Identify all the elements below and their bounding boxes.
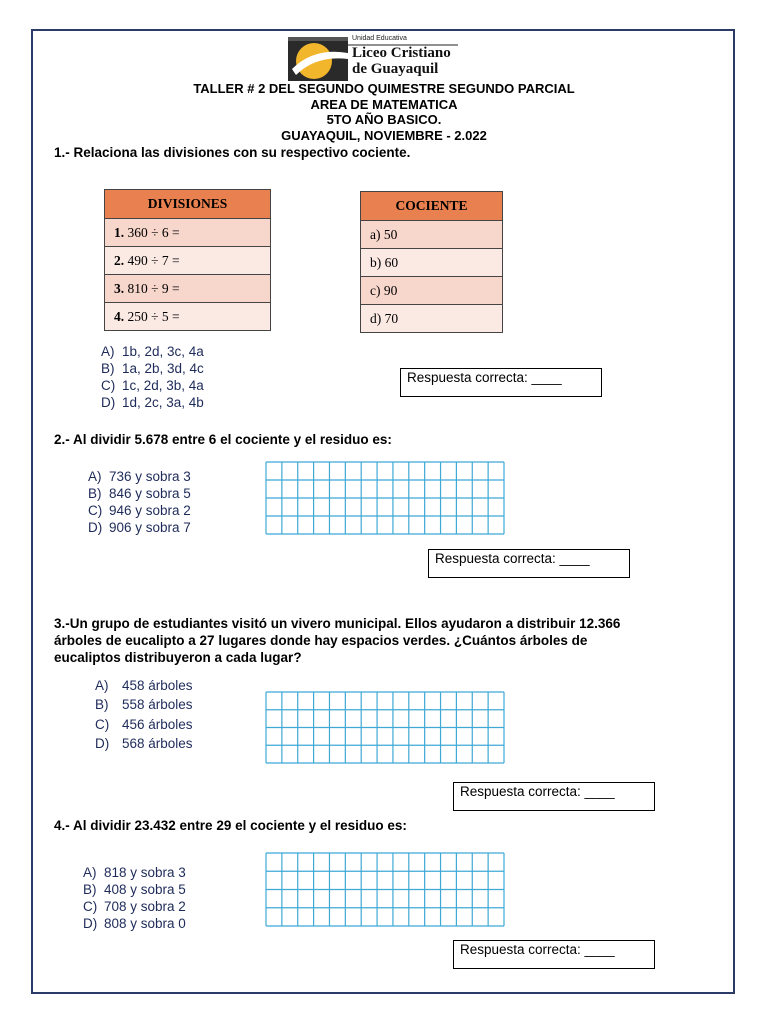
quotient-row: c) 90 [361,277,503,305]
option-b[interactable]: B) 408 y sobra 5 [83,882,186,897]
question-3-line-2: árboles de eucalipto a 27 lugares donde hay espacios verdes. ¿Cuántos árboles de [54,633,588,648]
option-a[interactable]: A) 818 y sobra 3 [83,865,186,880]
option-b[interactable]: B) 558 árboles [95,697,193,713]
divisions-header: DIVISIONES [105,190,271,219]
option-b[interactable]: B) 1a, 2b, 3d, 4c [101,361,204,376]
header-line-3: 5TO AÑO BASICO. [326,112,442,127]
header-line-1: TALLER # 2 DEL SEGUNDO QUIMESTRE SEGUNDO PARCIAL [193,81,575,96]
answer-box-3[interactable]: Respuesta correcta: ____ [453,782,655,811]
question-3-options [95,676,193,753]
option-d[interactable]: D) 808 y sobra 0 [83,916,186,931]
division-row: 1. 360 ÷ 6 = [105,219,271,247]
option-a[interactable]: A) 1b, 2d, 3c, 4a [101,344,204,359]
option-a[interactable]: A) 736 y sobra 3 [88,469,191,484]
option-c[interactable]: C) 946 y sobra 2 [88,503,191,518]
work-grid-2[interactable] [265,461,505,535]
division-row: 2. 490 ÷ 7 = [105,247,271,275]
header-line-2: AREA DE MATEMATICA [310,97,458,112]
quotient-row: d) 70 [361,305,503,333]
option-a[interactable]: A) 458 árboles [95,678,193,693]
logo-name-line1: Liceo Cristiano [352,45,451,61]
quotient-row: b) 60 [361,249,503,277]
question-4-options [83,864,186,932]
answer-box-4[interactable]: Respuesta correcta: ____ [453,940,655,969]
quotient-row: a) 50 [361,221,503,249]
question-3-line-3: eucaliptos distribuyeron a cada lugar? [54,650,302,665]
header-line-4: GUAYAQUIL, NOVIEMBRE - 2.022 [281,128,487,143]
division-row: 4. 250 ÷ 5 = [105,303,271,331]
option-d[interactable]: D) 1d, 2c, 3a, 4b [101,395,204,410]
question-2-options [88,468,191,536]
work-grid-3[interactable] [265,691,505,764]
option-d[interactable]: D) 906 y sobra 7 [88,520,191,535]
logo-name-line2: de Guayaquil [352,61,439,77]
answer-box-1[interactable]: Respuesta correcta: ____ [400,368,602,397]
divisions-table [104,189,271,331]
division-row: 3. 810 ÷ 9 = [105,275,271,303]
question-3-line-1: 3.-Un grupo de estudiantes visitó un vivero municipal. Ellos ayudaron a distribuir 12.366 [54,616,621,631]
option-c[interactable]: C) 456 árboles [95,716,193,732]
option-c[interactable]: C) 1c, 2d, 3b, 4a [101,378,204,393]
question-2-text: 2.- Al dividir 5.678 entre 6 el cociente y el residuo es: [54,432,392,447]
option-d[interactable]: D) 568 árboles [95,735,193,751]
logo-caption: Unidad Educativa [352,35,407,42]
quotient-header: COCIENTE [361,192,503,221]
question-1-options [101,343,204,411]
option-b[interactable]: B) 846 y sobra 5 [88,486,191,501]
question-4-text: 4.- Al dividir 23.432 entre 29 el cociente y el residuo es: [54,818,407,833]
quotient-table [360,191,503,333]
answer-box-2[interactable]: Respuesta correcta: ____ [428,549,630,578]
question-1-text: 1.- Relaciona las divisiones con su respectivo cociente. [54,145,411,160]
work-grid-4[interactable] [265,852,505,927]
option-c[interactable]: C) 708 y sobra 2 [83,899,186,914]
